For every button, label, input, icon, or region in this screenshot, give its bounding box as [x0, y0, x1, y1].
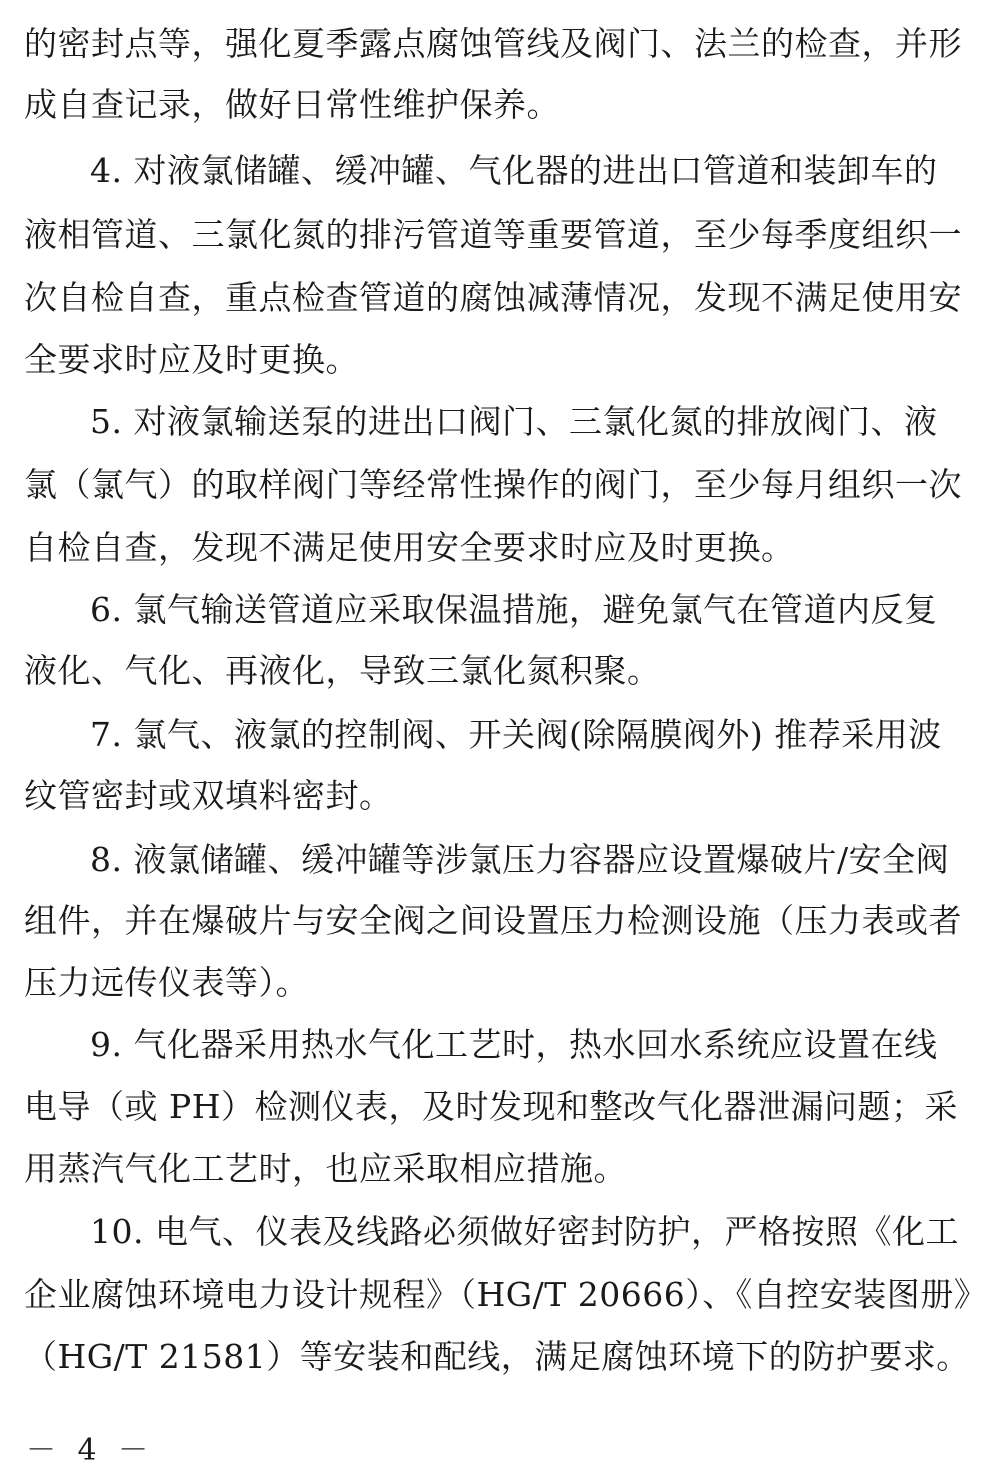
item-6-line-2: 液化、气化、再液化，导致三氯化氮积聚。: [24, 651, 661, 690]
item-10-line-2: 企业腐蚀环境电力设计规程》（HG/T 20666）、《自控安装图册》: [24, 1275, 988, 1314]
item-9-line-1: 9. 气化器采用热水气化工艺时，热水回水系统应设置在线: [90, 1025, 938, 1064]
item-4-line-3: 次自检自查，重点检查管道的腐蚀减薄情况，发现不满足使用安: [24, 278, 962, 317]
item-8-line-1: 8. 液氯储罐、缓冲罐等涉氯压力容器应设置爆破片/安全阀: [90, 840, 950, 879]
text-line-2: 成自查记录，做好日常性维护保养。: [24, 85, 560, 124]
text-line-1: 的密封点等，强化夏季露点腐蚀管线及阀门、法兰的检查，并形: [24, 24, 962, 63]
item-7-line-2: 纹管密封或双填料密封。: [24, 776, 393, 815]
item-5-line-3: 自检自查，发现不满足使用安全要求时应及时更换。: [24, 528, 795, 567]
item-5-line-1: 5. 对液氯输送泵的进出口阀门、三氯化氮的排放阀门、液: [90, 402, 938, 441]
item-9-line-3: 用蒸汽气化工艺时，也应采取相应措施。: [24, 1149, 627, 1188]
item-4-line-4: 全要求时应及时更换。: [24, 340, 359, 379]
item-5-line-2: 氯（氯气）的取样阀门等经常性操作的阀门，至少每月组织一次: [24, 465, 962, 504]
item-7-line-1: 7. 氯气、液氯的控制阀、开关阀(除隔膜阀外) 推荐采用波: [90, 715, 942, 754]
page-number: － 4 －: [26, 1433, 155, 1468]
item-9-line-2: 电导（或 PH）检测仪表，及时发现和整改气化器泄漏问题；采: [24, 1087, 958, 1126]
item-4-line-2: 液相管道、三氯化氮的排污管道等重要管道，至少每季度组织一: [24, 215, 962, 254]
item-10-line-1: 10. 电气、仪表及线路必须做好密封防护，严格按照《化工: [90, 1212, 959, 1251]
item-10-line-3: （HG/T 21581）等安装和配线，满足腐蚀环境下的防护要求。: [24, 1337, 970, 1376]
item-8-line-3: 压力远传仪表等）。: [24, 963, 309, 1002]
item-6-line-1: 6. 氯气输送管道应采取保温措施，避免氯气在管道内反复: [90, 590, 938, 629]
item-8-line-2: 组件，并在爆破片与安全阀之间设置压力检测设施（压力表或者: [24, 901, 962, 940]
item-4-line-1: 4. 对液氯储罐、缓冲罐、气化器的进出口管道和装卸车的: [90, 151, 938, 190]
